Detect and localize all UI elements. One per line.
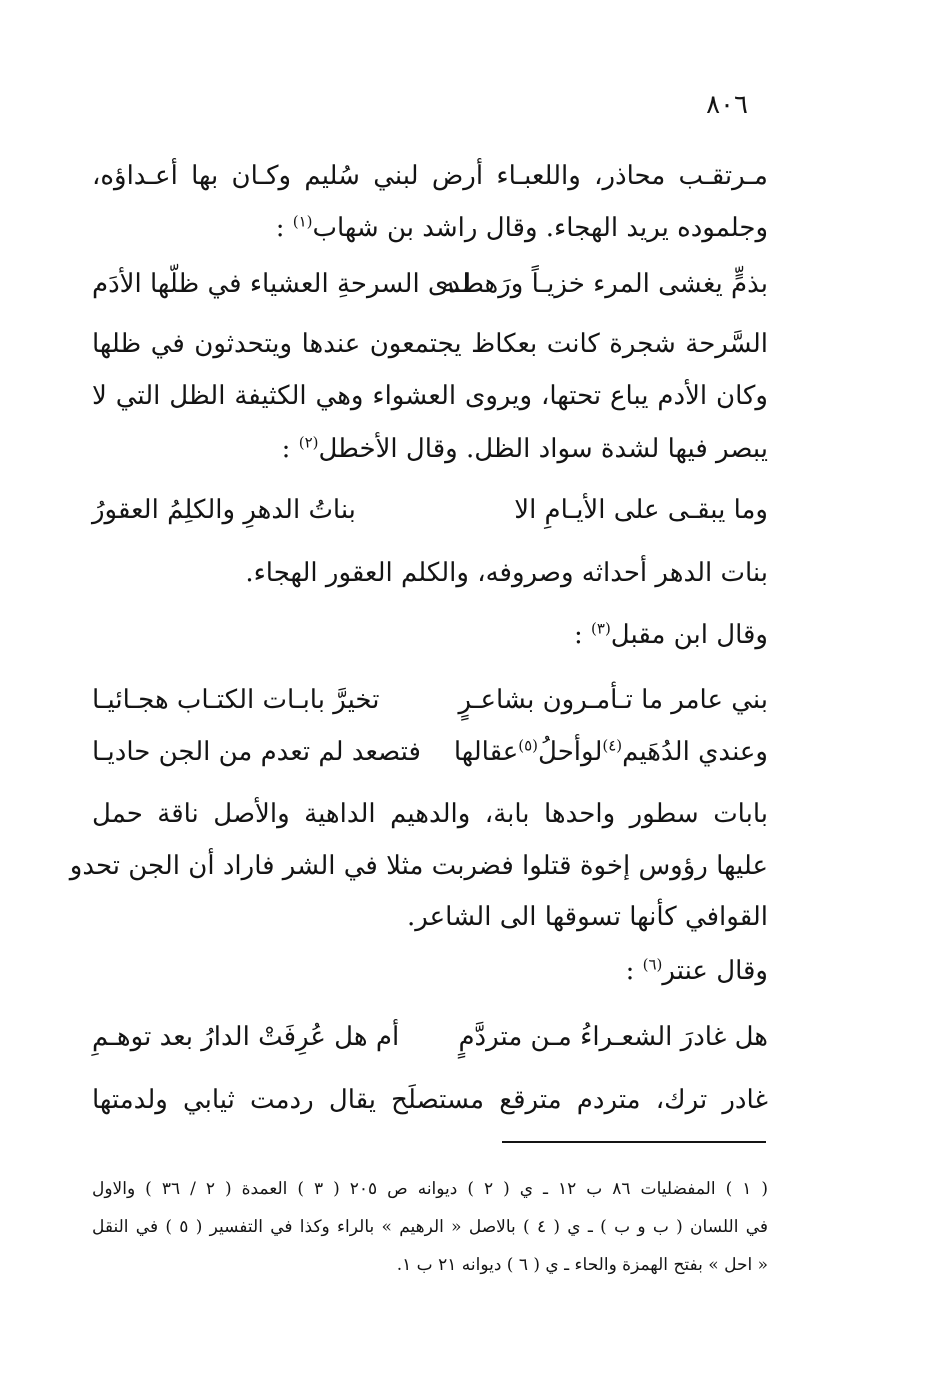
verse-line	[92, 1020, 768, 1054]
page-number: ٨٠٦	[706, 90, 748, 120]
verse-line	[92, 683, 768, 717]
verse-hemistich-first: بني عامر ما تـأمـرون بشاعـرٍ	[458, 685, 768, 715]
line-text: وجلموده يريد الهجاء. وقال راشد بن شهاب	[312, 213, 768, 243]
footnote-line: ( ١ ) المفضليات ٨٦ ب ١٢ ـ ي ( ٢ ) ديوانه ص ٢٠٥ ( ٣ ) العمدة ( ٢ / ٣٦ ) والاول	[92, 1179, 768, 1199]
verse-hemistich-first: لدى السرحةِ العشياء في ظلّها الأدَم	[92, 269, 470, 299]
text-line: وقال عنتر$^{(٦)}$ :	[625, 955, 768, 986]
footnote-line: في اللسان ( ب و ب ) ـ ي ( ٤ ) بالاصل « الرهيم » بالراء وكذا في التفسير ( ٥ ) في النقل	[92, 1217, 768, 1237]
verse-hemistich-first	[454, 735, 768, 769]
footnote-ref: (٣)	[591, 619, 611, 638]
verse-hemistich-second: أم هل عُرِفَتْ الدارُ بعد توهـمِ	[92, 1022, 400, 1052]
verse-text: عقالها	[453, 737, 519, 767]
verse-text: لوأحلُ	[538, 737, 603, 767]
verse-hemistich-second: بذمٍّ يغشى المرء خزيـاً ورَهطـه	[441, 269, 768, 299]
text-line: يبصر فيها لشدة سواد الظل. وقال الأخطل$^{(٢)}$ :	[281, 433, 768, 464]
text-line: بنات الدهر أحداثه وصروفه، والكلم العقور الهجاء.	[245, 558, 768, 588]
verse-line	[92, 493, 768, 527]
text-line: السَّرحة شجرة كانت بعكاظ يجتمعون عندها ويتحدثون في ظلها	[92, 329, 768, 359]
text-line: غادر ترك، متردم مترقع مستصلَح يقال ردمت ثيابي ولدمتها	[92, 1085, 768, 1115]
text-line: بابات سطور واحدها بابة، والدهيم الداهية والأصل ناقة حمل	[92, 799, 768, 829]
verse-hemistich-second: فتصعد لم تعدم من الجن حاديـا	[92, 737, 421, 767]
line-text: وقال ابن مقبل	[610, 620, 768, 650]
text-line: مـرتقـب محاذر، واللعبـاء أرض لبني سُليم وكـان بها أعـداؤه،	[92, 161, 768, 191]
verse-hemistich-second: بناتُ الدهرِ والكلِمُ العقورُ	[92, 495, 356, 525]
text-line: وقال ابن مقبل$^{(٣)}$ :	[573, 619, 768, 650]
text-line: وجلموده يريد الهجاء. وقال راشد بن شهاب$^{(١)}$ :	[275, 212, 768, 243]
text-line: وكان الأدم يباع تحتها، ويروى العشواء وهي الكثيفة الظل التي لا	[92, 381, 768, 411]
verse-hemistich-first: وما يبقـى على الأيـامِ الا	[514, 495, 768, 525]
footnote-ref: (٢)	[298, 433, 319, 452]
verse-hemistich-second: تخيرَّ بابـات الكتـاب هجـائيـا	[92, 685, 380, 715]
line-text: يبصر فيها لشدة سواد الظل. وقال الأخطل	[318, 434, 768, 464]
footnote-ref: (٦)	[642, 955, 663, 974]
footnote-ref: (٥)	[518, 736, 539, 755]
verse-line	[92, 267, 768, 301]
footnote-line: « احل » بفتح الهمزة والحاء ـ ي ( ٦ ) ديوانه ٢١ ب ١.	[396, 1255, 768, 1275]
text-line: عليها رؤوس إخوة قتلوا فضربت مثلا في الشر فاراد أن الجن تحدو	[69, 851, 768, 881]
line-text: وقال عنتر	[662, 956, 768, 986]
verse-text: وعندي الدُهَيم	[622, 737, 768, 767]
footnote-ref: (١)	[292, 212, 313, 231]
footnote-divider	[502, 1141, 766, 1143]
verse-line	[92, 735, 768, 769]
verse-hemistich-first: هل غادرَ الشعـراءُ مـن متردَّمٍ	[458, 1022, 768, 1052]
footnote-ref: (٤)	[602, 736, 623, 755]
text-line: القوافي كأنها تسوقها الى الشاعر.	[407, 902, 768, 932]
